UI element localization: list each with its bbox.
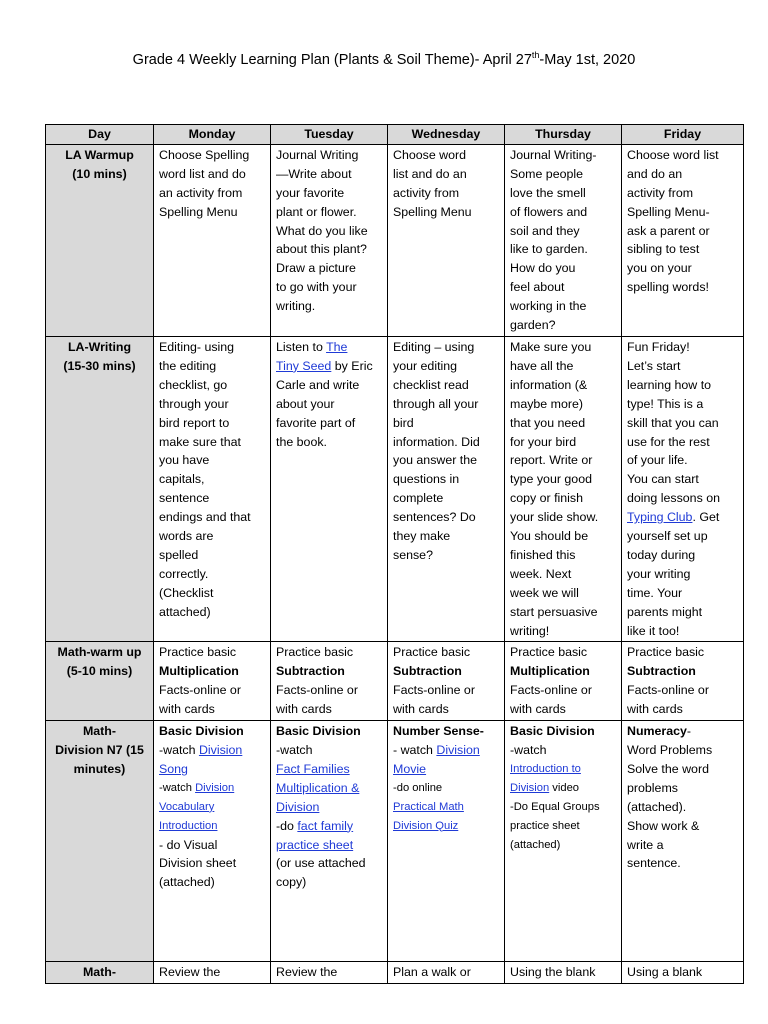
- day-cell-math-division: [46, 721, 154, 962]
- cell-line: You should be: [510, 529, 589, 544]
- cell-text: -watch: [159, 743, 199, 757]
- cell-line: week we will: [510, 585, 579, 600]
- cell-line: Using the blank: [510, 965, 596, 980]
- cell-line: [276, 836, 382, 855]
- cell-line: Editing – using: [393, 339, 475, 354]
- cell-line: Draw a picture: [276, 261, 356, 276]
- cell-math-partial-tuesday: [271, 962, 388, 984]
- cell-line: with cards: [627, 702, 683, 717]
- day-cell-la-warmup: [46, 144, 154, 336]
- cell-la-writing-monday: [154, 336, 271, 642]
- cell-line: finished this: [510, 547, 576, 562]
- cell-line: [276, 760, 382, 779]
- cell-line: Division sheet: [159, 856, 237, 871]
- cell-line: Some people: [510, 166, 584, 181]
- cell-line: with cards: [276, 702, 332, 717]
- cell-line: endings and that: [159, 510, 251, 525]
- cell-line: report. Write or: [510, 453, 593, 468]
- cell-line: Practice basic: [627, 645, 705, 660]
- cell-line-bold: Multiplication: [510, 664, 590, 679]
- cell-line: plant or flower.: [276, 204, 357, 219]
- cell-line: you on your: [627, 261, 692, 276]
- cell-line: Facts-online or: [276, 683, 358, 698]
- day-cell-la-writing: [46, 336, 154, 642]
- cell-line: doing lessons on: [627, 491, 720, 506]
- cell-line: Let’s start: [627, 358, 681, 373]
- link-fact-family-sheet-cont[interactable]: practice sheet: [276, 837, 354, 852]
- cell-line: with cards: [159, 702, 215, 717]
- cell-la-warmup-friday: [622, 144, 744, 336]
- cell-line: skill that you can: [627, 415, 719, 430]
- row-math-warmup: [46, 642, 744, 721]
- cell-line: attached): [159, 604, 211, 619]
- cell-line: list and do an: [393, 166, 467, 181]
- cell-line: [276, 338, 382, 357]
- cell-math-partial-thursday: [505, 962, 622, 984]
- cell-line: spelled: [159, 547, 199, 562]
- cell-line: [276, 798, 382, 817]
- cell-line: favorite part of: [276, 415, 356, 430]
- cell-line: checklist read: [393, 377, 469, 392]
- cell-line: sentences? Do: [393, 510, 476, 525]
- cell-line: use for the rest: [627, 434, 710, 449]
- link-fact-family-sheet[interactable]: fact family: [297, 818, 354, 833]
- cell-line: maybe more): [510, 396, 583, 411]
- cell-line: problems: [627, 780, 678, 795]
- cell-text-bold: Numeracy: [627, 724, 687, 739]
- header-monday: Monday: [154, 125, 271, 145]
- cell-line: [159, 817, 265, 836]
- header-thursday: Thursday: [505, 125, 622, 145]
- cell-line: Spelling Menu-: [627, 204, 710, 219]
- cell-line: the editing: [159, 358, 217, 373]
- cell-text: . Get: [692, 510, 720, 525]
- cell-line: (attached): [510, 838, 561, 851]
- cell-line: [393, 760, 499, 779]
- cell-line: garden?: [510, 318, 556, 333]
- day-label: Math-warm up: [57, 645, 142, 660]
- cell-line: What do you like: [276, 223, 368, 238]
- cell-line: Editing- using: [159, 339, 235, 354]
- link-practical-math-quiz-cont[interactable]: Division Quiz: [393, 819, 459, 832]
- day-label: LA-Writing: [67, 339, 132, 354]
- cell-math-warmup-friday: [622, 642, 744, 721]
- header-row: [46, 125, 744, 145]
- cell-line: (attached).: [627, 799, 687, 814]
- title-text: Grade 4 Weekly Learning Plan (Plants & Soil Theme)- April 27: [132, 51, 532, 68]
- row-la-warmup: [46, 144, 744, 336]
- cell-line: copy or finish: [510, 491, 584, 506]
- cell-line: —Write about: [276, 166, 352, 181]
- cell-line: Word Problems: [627, 743, 713, 757]
- cell-line: [510, 760, 616, 779]
- link-introduction-to-division-cont[interactable]: Division: [510, 781, 550, 794]
- cell-line: Facts-online or: [159, 683, 241, 698]
- cell-line: Fun Friday!: [627, 339, 690, 354]
- document-title: [0, 50, 768, 68]
- link-the-tiny-seed-cont[interactable]: Tiny Seed: [276, 358, 332, 373]
- cell-line: with cards: [393, 702, 449, 717]
- cell-line: [159, 741, 265, 760]
- header-friday: Friday: [622, 125, 744, 145]
- cell-line: parents might: [627, 604, 703, 619]
- cell-line: Choose Spelling: [159, 147, 250, 162]
- day-label: Math-: [82, 965, 117, 980]
- cell-la-writing-wednesday: [388, 336, 505, 642]
- cell-line: learning how to: [627, 377, 712, 392]
- day-cell-math-partial: [46, 962, 154, 984]
- cell-line: Solve the word: [627, 761, 709, 776]
- day-duration: minutes): [73, 761, 126, 776]
- cell-line: (attached): [159, 875, 215, 890]
- cell-line: ask a parent or: [627, 223, 710, 238]
- cell-line: practice sheet: [510, 819, 580, 832]
- cell-line: capitals,: [159, 472, 205, 487]
- cell-line: -watch: [510, 743, 547, 757]
- link-fact-families-cont[interactable]: Multiplication &: [276, 780, 360, 795]
- cell-line: your favorite: [276, 185, 345, 200]
- cell-line: like it too!: [627, 623, 680, 638]
- cell-line: Facts-online or: [510, 683, 592, 698]
- cell-line: Practice basic: [276, 645, 354, 660]
- cell-math-division-thursday: [505, 721, 622, 962]
- cell-line: correctly.: [159, 566, 209, 581]
- cell-line: soil and they: [510, 223, 580, 238]
- cell-line: -Do Equal Groups: [510, 800, 600, 813]
- cell-line: -watch: [276, 743, 313, 757]
- day-label: Math-: [82, 724, 117, 739]
- cell-line: time. Your: [627, 585, 683, 600]
- title-text-suffix: -May 1st, 2020: [539, 51, 636, 68]
- cell-line: writing.: [276, 299, 316, 314]
- cell-math-division-tuesday: [271, 721, 388, 962]
- cell-line: - do Visual: [159, 837, 218, 852]
- cell-line: write a: [627, 837, 664, 852]
- cell-line: spelling words!: [627, 280, 709, 295]
- cell-line: (or use attached: [276, 856, 366, 871]
- cell-line: Journal Writing-: [510, 147, 597, 162]
- cell-line: like to garden.: [510, 242, 588, 257]
- cell-line: an activity from: [159, 185, 243, 200]
- cell-line: Review the: [276, 965, 338, 980]
- cell-line: [276, 779, 382, 798]
- cell-line: type! This is a: [627, 396, 704, 411]
- cell-text: Listen to: [276, 339, 327, 354]
- cell-line: start persuasive: [510, 604, 598, 619]
- cell-line: your editing: [393, 358, 458, 373]
- link-division-song[interactable]: Division: [198, 743, 243, 757]
- link-practical-math-quiz[interactable]: Practical Math: [393, 800, 464, 813]
- cell-line: sibling to test: [627, 242, 700, 257]
- cell-line: words are: [159, 529, 214, 544]
- cell-line: [393, 817, 499, 836]
- day-duration: (15-30 mins): [63, 358, 136, 373]
- cell-line: Journal Writing: [276, 147, 359, 162]
- header-wednesday: Wednesday: [388, 125, 505, 145]
- cell-line: about your: [276, 396, 335, 411]
- cell-line: that you need: [510, 415, 586, 430]
- cell-math-division-friday: [622, 721, 744, 962]
- cell-line-bold: Basic Division: [510, 724, 595, 739]
- cell-math-warmup-tuesday: [271, 642, 388, 721]
- row-math-division: [46, 721, 744, 962]
- cell-la-warmup-tuesday: [271, 144, 388, 336]
- cell-line: activity from: [627, 185, 694, 200]
- cell-line: love the smell: [510, 185, 586, 200]
- cell-la-writing-thursday: [505, 336, 622, 642]
- cell-line: Spelling Menu: [393, 204, 472, 219]
- cell-line: copy): [276, 875, 307, 890]
- cell-line: information (&: [510, 377, 588, 392]
- link-typing-club[interactable]: Typing Club: [627, 510, 693, 525]
- row-la-writing: [46, 336, 744, 642]
- cell-line: Choose word list: [627, 147, 719, 162]
- cell-line: of your life.: [627, 453, 688, 468]
- cell-math-partial-wednesday: [388, 962, 505, 984]
- cell-line: yourself set up: [627, 529, 708, 544]
- cell-line: week. Next: [510, 566, 572, 581]
- day-duration: (5-10 mins): [66, 664, 133, 679]
- title-superscript: th: [531, 50, 540, 60]
- cell-line: checklist, go: [159, 377, 228, 392]
- cell-math-warmup-thursday: [505, 642, 622, 721]
- cell-line-bold: Number Sense-: [393, 724, 484, 739]
- cell-math-partial-friday: [622, 962, 744, 984]
- cell-line: [510, 779, 616, 798]
- cell-line: today during: [627, 547, 696, 562]
- cell-line-bold: Basic Division: [276, 724, 361, 739]
- cell-line: activity from: [393, 185, 460, 200]
- cell-line-bold: Basic Division: [159, 724, 244, 739]
- cell-line-bold: Subtraction: [393, 664, 462, 679]
- cell-line: for your bird: [510, 434, 577, 449]
- cell-line: [159, 760, 265, 779]
- cell-line: [159, 798, 265, 817]
- cell-line-bold: Subtraction: [276, 664, 345, 679]
- link-fact-families-division[interactable]: Division: [276, 799, 320, 814]
- cell-line: your writing: [627, 566, 691, 581]
- cell-line: Facts-online or: [393, 683, 475, 698]
- cell-la-writing-tuesday: [271, 336, 388, 642]
- cell-line: they make: [393, 529, 451, 544]
- weekly-plan-table: [45, 124, 744, 984]
- cell-line: sentence: [159, 491, 210, 506]
- cell-line: feel about: [510, 280, 565, 295]
- cell-line: about this plant?: [276, 242, 367, 257]
- cell-line: your slide show.: [510, 510, 599, 525]
- cell-line: Review the: [159, 965, 221, 980]
- cell-math-division-monday: [154, 721, 271, 962]
- link-introduction-to-division[interactable]: Introduction to: [510, 762, 581, 775]
- cell-math-partial-monday: [154, 962, 271, 984]
- cell-la-warmup-wednesday: [388, 144, 505, 336]
- cell-line: writing!: [510, 623, 550, 638]
- cell-line: Facts-online or: [627, 683, 709, 698]
- cell-line: word list and do: [159, 166, 246, 181]
- cell-line: and do an: [627, 166, 683, 181]
- cell-line: Plan a walk or: [393, 965, 471, 980]
- cell-line: you have: [159, 453, 210, 468]
- header-day: Day: [46, 125, 154, 145]
- cell-la-writing-friday: [622, 336, 744, 642]
- cell-line: have all the: [510, 358, 574, 373]
- cell-math-warmup-wednesday: [388, 642, 505, 721]
- cell-line-bold: Multiplication: [159, 664, 239, 679]
- cell-line-bold: Subtraction: [627, 664, 696, 679]
- cell-line: Practice basic: [159, 645, 237, 660]
- row-math-partial: [46, 962, 744, 984]
- day-duration: (10 mins): [72, 166, 127, 181]
- cell-text: video: [549, 781, 580, 794]
- cell-line: You can start: [627, 472, 699, 487]
- cell-line: the book.: [276, 434, 327, 449]
- link-division-vocabulary-intro[interactable]: Introduction: [159, 819, 218, 832]
- cell-line: Choose word: [393, 147, 467, 162]
- link-division-movie[interactable]: Division: [436, 743, 480, 757]
- cell-line: -do online: [393, 781, 443, 794]
- cell-line: [159, 779, 265, 798]
- cell-text: -: [686, 724, 692, 739]
- cell-line: Show work &: [627, 818, 700, 833]
- cell-line: [276, 357, 382, 376]
- cell-la-warmup-thursday: [505, 144, 622, 336]
- cell-line: working in the: [510, 299, 587, 314]
- cell-line: sentence.: [627, 856, 681, 871]
- cell-line: bird: [393, 415, 414, 430]
- cell-line: Using a blank: [627, 965, 703, 980]
- cell-text: - watch: [393, 743, 437, 757]
- cell-line: [393, 798, 499, 817]
- link-division-song-cont[interactable]: Song: [159, 761, 188, 776]
- cell-la-warmup-monday: [154, 144, 271, 336]
- day-label: LA Warmup: [65, 147, 134, 162]
- link-division-movie-cont[interactable]: Movie: [393, 761, 427, 776]
- cell-line: [276, 817, 382, 836]
- header-tuesday: Tuesday: [271, 125, 388, 145]
- cell-line: to go with your: [276, 280, 357, 295]
- cell-line: complete: [393, 491, 444, 506]
- cell-line: Carle and write: [276, 377, 360, 392]
- cell-line: Make sure you: [510, 339, 592, 354]
- cell-line: questions in: [393, 472, 460, 487]
- cell-text: -watch: [159, 781, 196, 794]
- cell-line: bird report to: [159, 415, 230, 430]
- cell-line: (Checklist: [159, 585, 214, 600]
- cell-line: with cards: [510, 702, 566, 717]
- cell-line: through your: [159, 396, 229, 411]
- link-the-tiny-seed[interactable]: The: [326, 339, 348, 354]
- cell-line: make sure that: [159, 434, 241, 449]
- cell-math-warmup-monday: [154, 642, 271, 721]
- cell-line: [627, 722, 738, 741]
- cell-line: through all your: [393, 396, 479, 411]
- cell-line: Spelling Menu: [159, 204, 238, 219]
- cell-line: type your good: [510, 472, 592, 487]
- cell-text: -do: [276, 818, 298, 833]
- cell-line: you answer the: [393, 453, 478, 468]
- cell-line: information. Did: [393, 434, 480, 449]
- cell-line: sense?: [393, 547, 433, 562]
- day-label: Division N7 (15: [55, 743, 144, 757]
- link-division-vocabulary-cont[interactable]: Vocabulary: [159, 800, 215, 813]
- link-division-vocabulary[interactable]: Division: [195, 781, 235, 794]
- cell-line: [627, 508, 738, 527]
- cell-line: Practice basic: [393, 645, 471, 660]
- cell-line: [393, 741, 499, 760]
- cell-text: by Eric: [331, 358, 373, 373]
- day-cell-math-warmup: [46, 642, 154, 721]
- cell-line: of flowers and: [510, 204, 588, 219]
- cell-line: How do you: [510, 261, 576, 276]
- cell-math-division-wednesday: [388, 721, 505, 962]
- cell-line: Practice basic: [510, 645, 588, 660]
- link-fact-families[interactable]: Fact Families: [276, 761, 350, 776]
